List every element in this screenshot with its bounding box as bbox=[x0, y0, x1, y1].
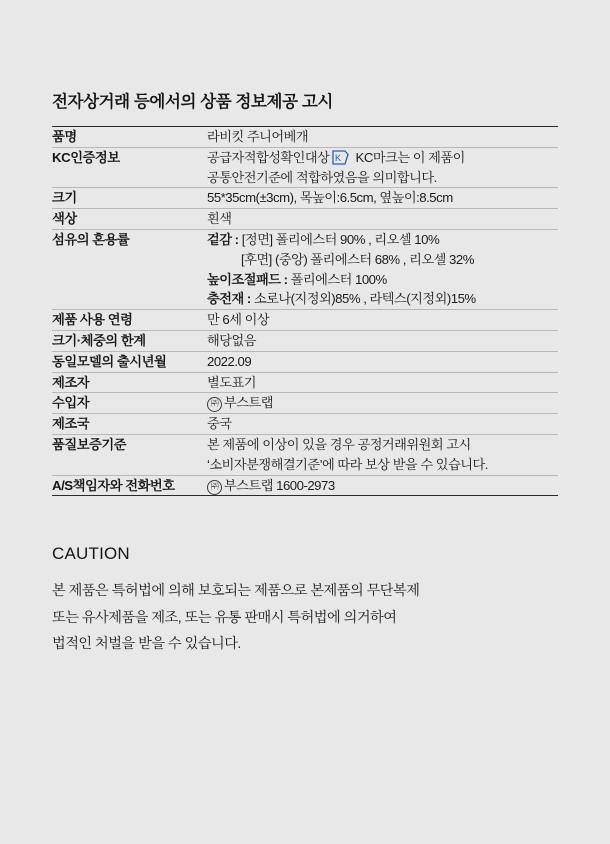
table-row bbox=[52, 475, 558, 495]
value-line: ㈜ 부스트랩 1600-2973 bbox=[207, 476, 558, 496]
value-line: 본 제품에 이상이 있을 경우 공정거래위원회 고시 bbox=[207, 436, 471, 452]
row-value bbox=[207, 188, 558, 209]
row-label: 수입자 bbox=[52, 393, 207, 414]
value-line: 공통안전기준에 적합하였음을 의미합니다. bbox=[207, 169, 437, 185]
row-label: 크기·체중의 한계 bbox=[52, 330, 207, 351]
caution-text bbox=[52, 578, 558, 657]
row-value bbox=[207, 330, 558, 351]
value-line: 2022.09 bbox=[207, 353, 252, 369]
row-label: 품명 bbox=[52, 127, 207, 147]
row-value bbox=[207, 475, 558, 495]
row-value bbox=[207, 229, 558, 309]
table-bottom-divider bbox=[52, 495, 558, 496]
svg-text:K: K bbox=[335, 152, 341, 163]
table-row bbox=[52, 351, 558, 372]
row-value bbox=[207, 310, 558, 331]
row-value bbox=[207, 434, 558, 475]
table-row bbox=[52, 372, 558, 393]
row-label: 품질보증기준 bbox=[52, 434, 207, 475]
row-value bbox=[207, 127, 558, 147]
value-line: 55*35cm(±3cm), 목높이:6.5cm, 옆높이:8.5cm bbox=[207, 190, 453, 206]
value-line: 해당없음 bbox=[207, 332, 256, 348]
caution-line: 본 제품은 특허법에 의해 보호되는 제품으로 본제품의 무단복제 bbox=[52, 583, 420, 600]
value-label: 겉감 : bbox=[207, 231, 242, 247]
table-row bbox=[52, 229, 558, 309]
table-row bbox=[52, 393, 558, 414]
value-label: 높이조절패드 : bbox=[207, 271, 291, 287]
caution-line: 또는 유사제품을 제조, 또는 유통 판매시 특허법에 의거하여 bbox=[52, 609, 397, 626]
table-row bbox=[52, 434, 558, 475]
row-label: 제품 사용 연령 bbox=[52, 310, 207, 331]
value-line: 겉감 : [정면] 폴리에스터 90% , 리오셀 10% bbox=[207, 231, 440, 247]
company-mark: ㈜ bbox=[207, 480, 222, 495]
caution-section bbox=[52, 544, 558, 657]
value-line: ‘소비자분쟁해결기준’에 따라 보상 받을 수 있습니다. bbox=[207, 456, 488, 472]
row-label: 섬유의 혼용률 bbox=[52, 229, 207, 309]
row-value bbox=[207, 147, 558, 188]
value-line: 만 6세 이상 bbox=[207, 312, 270, 328]
page-title: 전자상거래 등에서의 상품 정보제공 고시 bbox=[52, 93, 333, 111]
value-line: [후면] (중앙) 폴리에스터 68% , 리오셀 32% bbox=[241, 251, 474, 267]
row-label: KC인증정보 bbox=[52, 147, 207, 188]
value-line: 라비킷 주니어베개 bbox=[207, 129, 309, 144]
value-label: 충전재 : bbox=[207, 291, 254, 307]
table-row bbox=[52, 209, 558, 230]
value-line: ㈜ 부스트랩 bbox=[207, 393, 558, 413]
row-label: 크기 bbox=[52, 188, 207, 209]
value-line: 중국 bbox=[207, 416, 232, 432]
row-value bbox=[207, 209, 558, 230]
kc-mark-icon bbox=[332, 150, 349, 165]
row-value bbox=[207, 414, 558, 435]
row-label: 동일모델의 출시년월 bbox=[52, 351, 207, 372]
row-label: 색상 bbox=[52, 209, 207, 230]
caution-heading: CAUTION bbox=[52, 544, 130, 564]
table-row bbox=[52, 147, 558, 188]
product-info-table bbox=[52, 127, 558, 495]
row-value bbox=[207, 393, 558, 414]
value-line: 높이조절패드 : 폴리에스터 100% bbox=[207, 271, 387, 287]
value-line: 흰색 bbox=[207, 211, 232, 227]
row-label: 제조자 bbox=[52, 372, 207, 393]
value-line: 별도표기 bbox=[207, 374, 256, 390]
row-value bbox=[207, 351, 558, 372]
table-row bbox=[52, 188, 558, 209]
row-label: A/S책임자와 전화번호 bbox=[52, 477, 175, 493]
caution-line: 법적인 처벌을 받을 수 있습니다. bbox=[52, 635, 241, 652]
value-line: 공급자적합성확인대상 K KC마크는 이 제품이 bbox=[207, 149, 465, 165]
row-label: 제조국 bbox=[52, 414, 207, 435]
table-row bbox=[52, 127, 558, 147]
value-line: 충전재 : 소로나(지정외)85% , 라텍스(지정외)15% bbox=[207, 291, 476, 307]
table-row bbox=[52, 414, 558, 435]
row-value bbox=[207, 372, 558, 393]
table-row bbox=[52, 310, 558, 331]
table-row bbox=[52, 330, 558, 351]
company-mark: ㈜ bbox=[207, 397, 222, 412]
